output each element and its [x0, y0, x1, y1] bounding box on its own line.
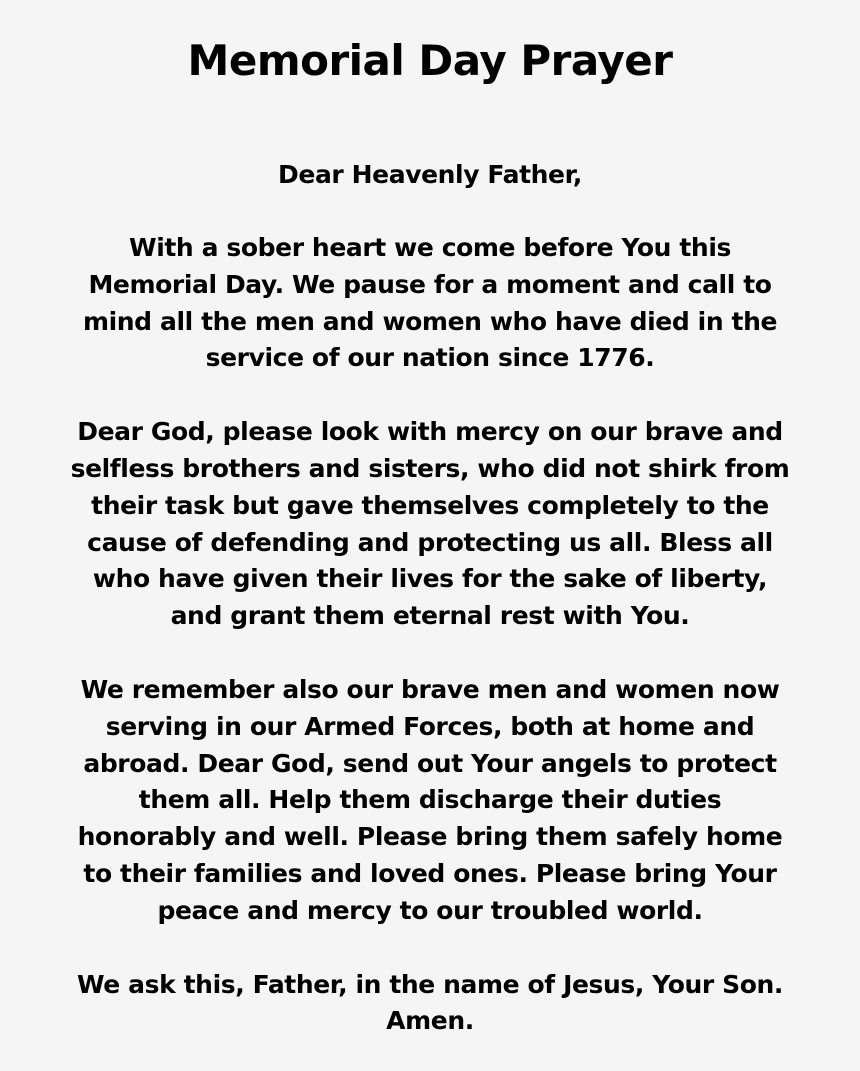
paragraph-line: We remember also our brave men and women now	[80, 674, 780, 704]
paragraph-line: who have given their lives for the sake of liberty,	[92, 564, 768, 594]
paragraph-line: abroad. Dear God, send out Your angels to protect	[83, 748, 777, 778]
paragraph-line: them all. Help them discharge their duties	[138, 785, 722, 815]
paragraph-3	[0, 672, 860, 930]
paragraph-2	[0, 414, 860, 635]
paragraph-line: selfless brothers and sisters, who did not shirk from	[70, 453, 790, 483]
page-title: Memorial Day Prayer	[187, 36, 673, 85]
paragraph-line: Dear God, please look with mercy on our brave and	[77, 417, 783, 447]
paragraph-line: cause of defending and protecting us all. Bless all	[87, 527, 773, 557]
paragraph-line: and grant them eternal rest with You.	[170, 601, 690, 631]
paragraph-line: With a sober heart we come before You this	[129, 233, 731, 262]
paragraph-line: serving in our Armed Forces, both at home and	[105, 711, 755, 741]
paragraph-line: to their families and loved ones. Please bring Your	[83, 858, 777, 888]
paragraph-line: peace and mercy to our troubled world.	[157, 895, 703, 925]
paragraph-line: service of our nation since 1776.	[205, 343, 655, 373]
paragraph-line: mind all the men and women who have died in the	[82, 306, 778, 336]
closing-paragraph	[0, 967, 860, 1041]
paragraph-line: We ask this, Father, in the name of Jesus, Your Son.	[77, 969, 783, 999]
paragraph-line: honorably and well. Please bring them safely home	[77, 822, 783, 852]
paragraph-1	[0, 230, 860, 377]
salutation: Dear Heavenly Father,	[278, 160, 582, 189]
paragraph-line: their task but gave themselves completely to the	[91, 490, 769, 520]
paragraph-line: Memorial Day. We pause for a moment and call to	[88, 269, 772, 299]
paragraph-line: Amen.	[386, 1006, 474, 1036]
